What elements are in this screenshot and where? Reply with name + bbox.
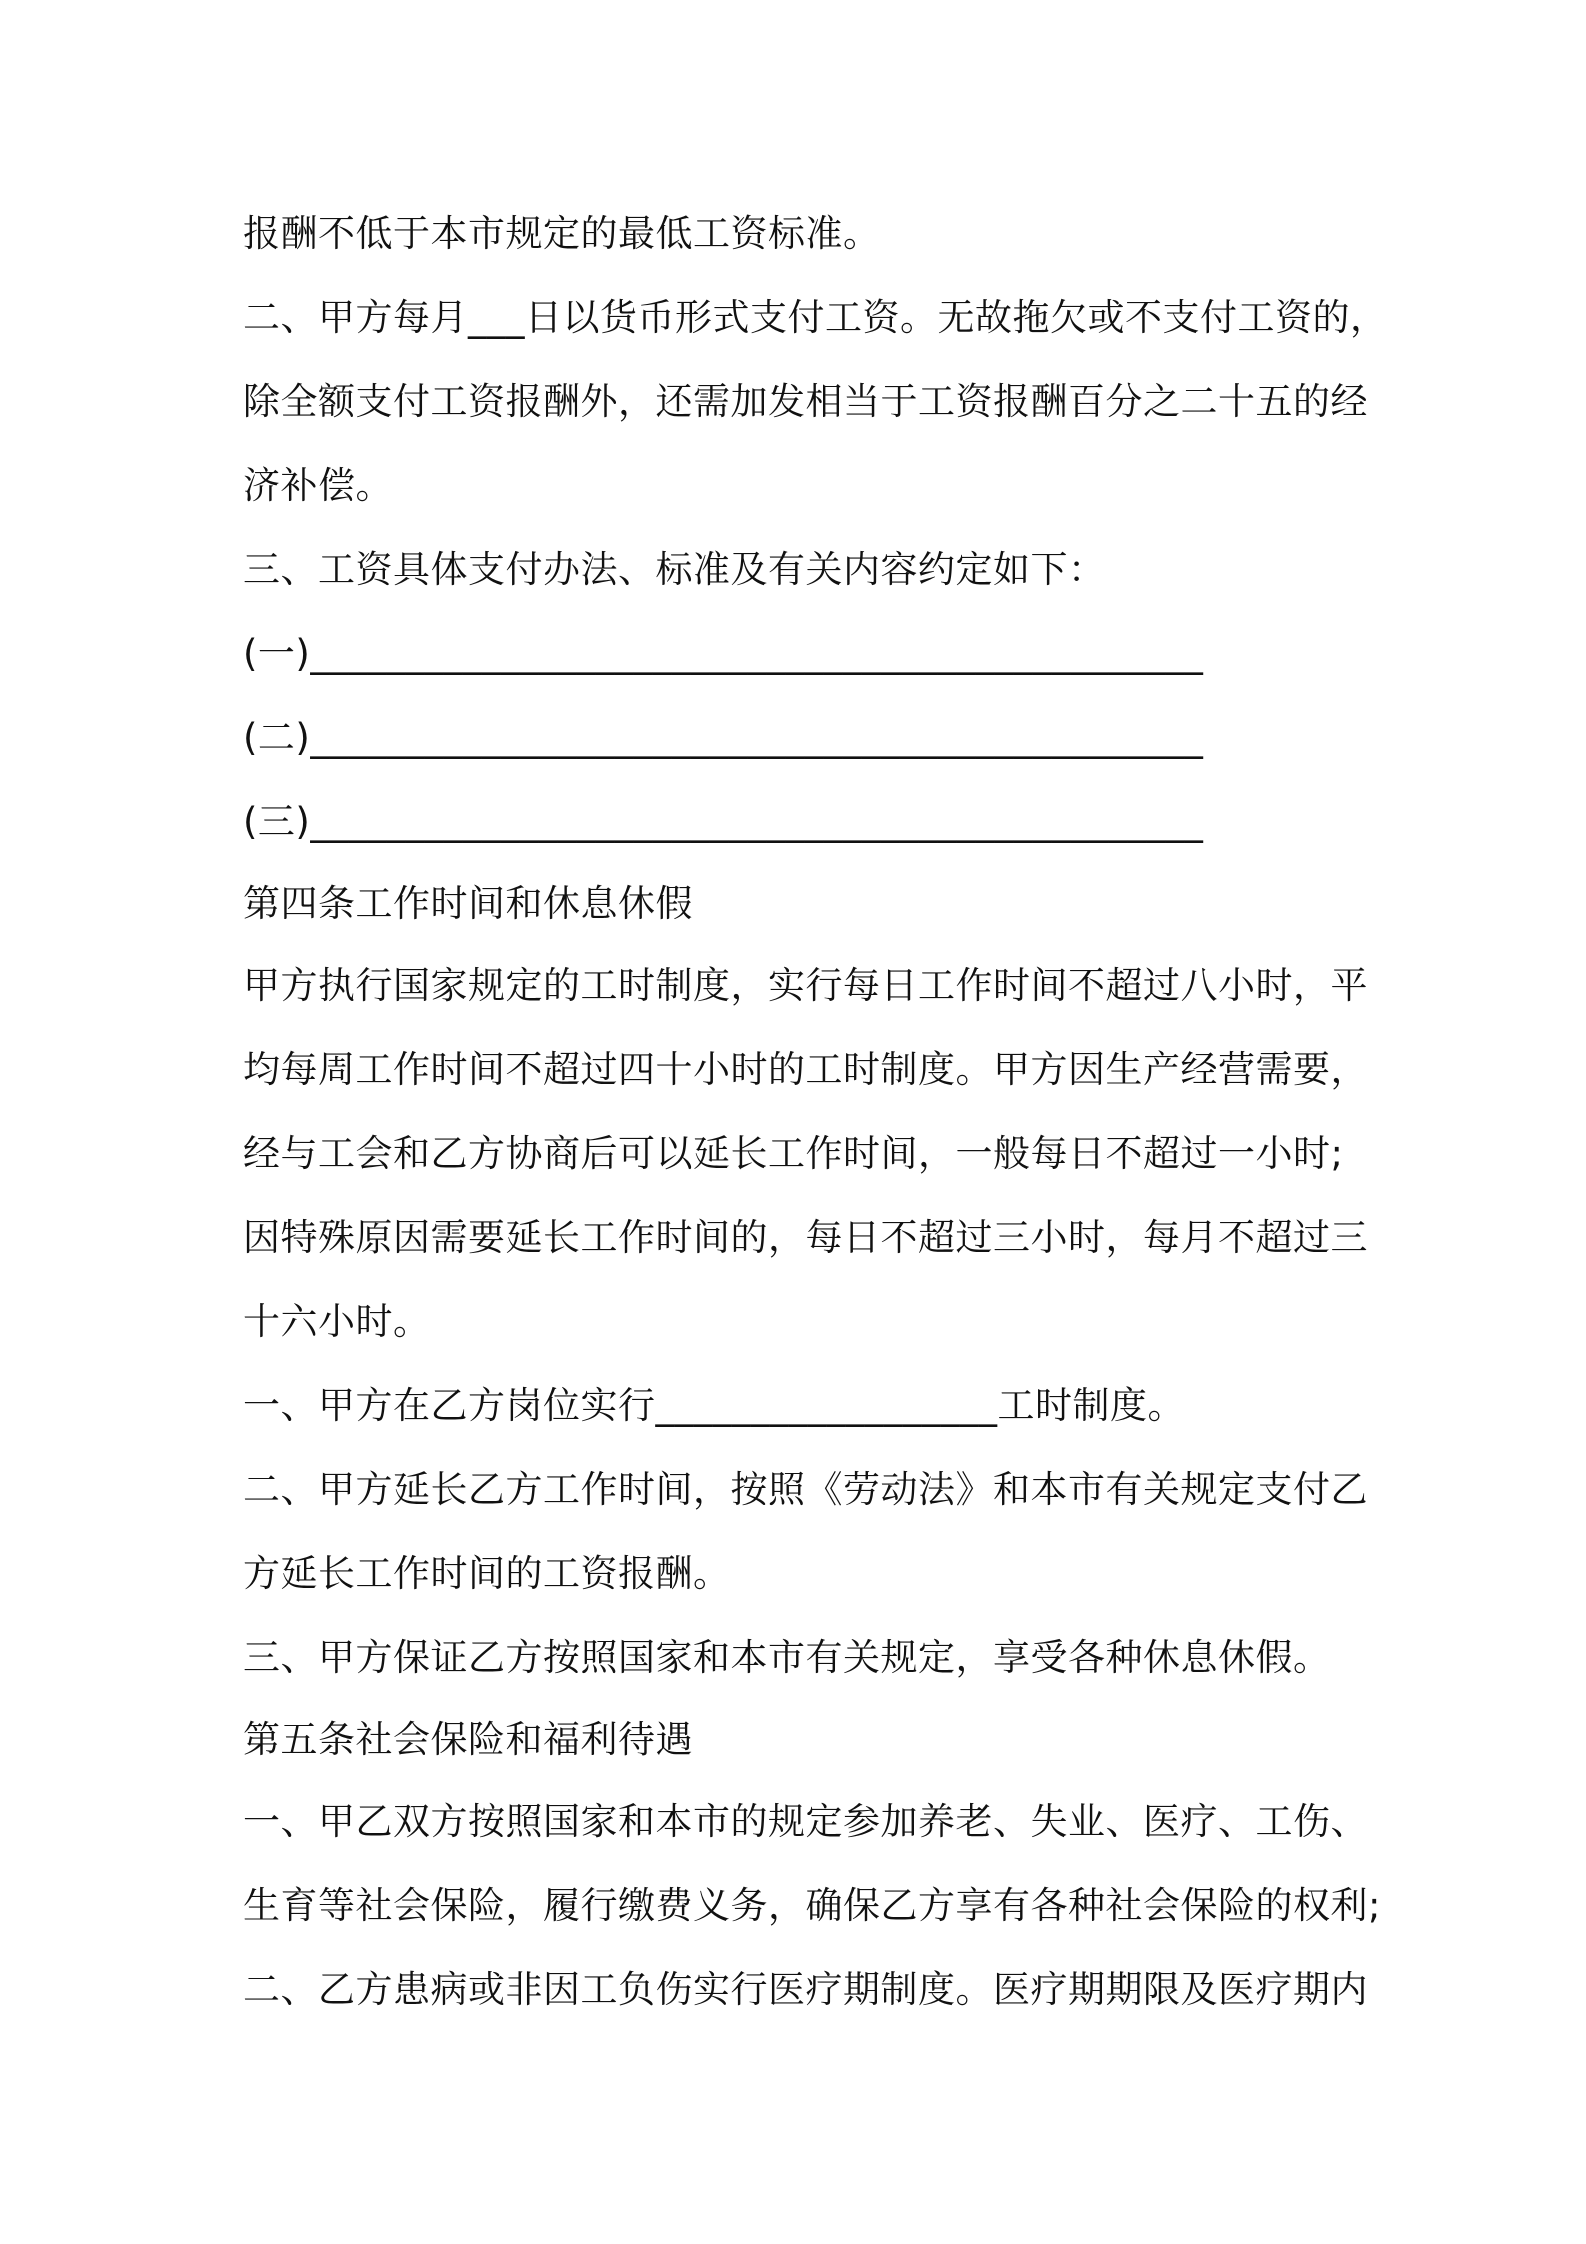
document-body xyxy=(243,192,1388,2032)
body-text-line: 济补偿。 xyxy=(243,464,393,507)
body-text-line: 因特殊原因需要延长工作时间的，每日不超过三小时，每月不超过三 xyxy=(243,1216,1368,1259)
blank-fill-line: (二)_______________________________________________ xyxy=(243,716,1204,759)
clause-line: 三、工资具体支付办法、标准及有关内容约定如下： xyxy=(243,548,1106,591)
body-text-line: 生育等社会保险，履行缴费义务，确保乙方享有各种社会保险的权利; xyxy=(243,1884,1381,1927)
body-text-line: 经与工会和乙方协商后可以延长工作时间，一般每日不超过一小时; xyxy=(243,1132,1344,1175)
body-text-line: 方延长工作时间的工资报酬。 xyxy=(243,1552,731,1595)
body-text-line: 均每周工作时间不超过四十小时的工时制度。甲方因生产经营需要， xyxy=(243,1048,1368,1091)
body-text-line: 十六小时。 xyxy=(243,1300,431,1343)
clause-line: 二、甲方延长乙方工作时间，按照《劳动法》和本市有关规定支付乙 xyxy=(243,1468,1368,1511)
body-text-line: 报酬不低于本市规定的最低工资标准。 xyxy=(243,212,881,255)
article-heading: 第四条工作时间和休息休假 xyxy=(243,882,693,925)
clause-line: 二、甲方每月___日以货币形式支付工资。无故拖欠或不支付工资的， xyxy=(243,296,1388,339)
blank-fill-line: (三)_______________________________________________ xyxy=(243,800,1204,843)
blank-fill-line: (一)_______________________________________________ xyxy=(243,632,1204,675)
clause-line: 一、甲乙双方按照国家和本市的规定参加养老、失业、医疗、工伤、 xyxy=(243,1800,1368,1843)
clause-line: 二、乙方患病或非因工负伤实行医疗期制度。医疗期期限及医疗期内 xyxy=(243,1968,1368,2011)
body-text-line: 甲方执行国家规定的工时制度，实行每日工作时间不超过八小时，平 xyxy=(243,964,1368,1007)
clause-line: 一、甲方在乙方岗位实行__________________工时制度。 xyxy=(243,1384,1185,1427)
article-heading: 第五条社会保险和福利待遇 xyxy=(243,1718,693,1761)
body-text-line: 除全额支付工资报酬外，还需加发相当于工资报酬百分之二十五的经 xyxy=(243,380,1368,423)
clause-line: 三、甲方保证乙方按照国家和本市有关规定，享受各种休息休假。 xyxy=(243,1636,1331,1679)
